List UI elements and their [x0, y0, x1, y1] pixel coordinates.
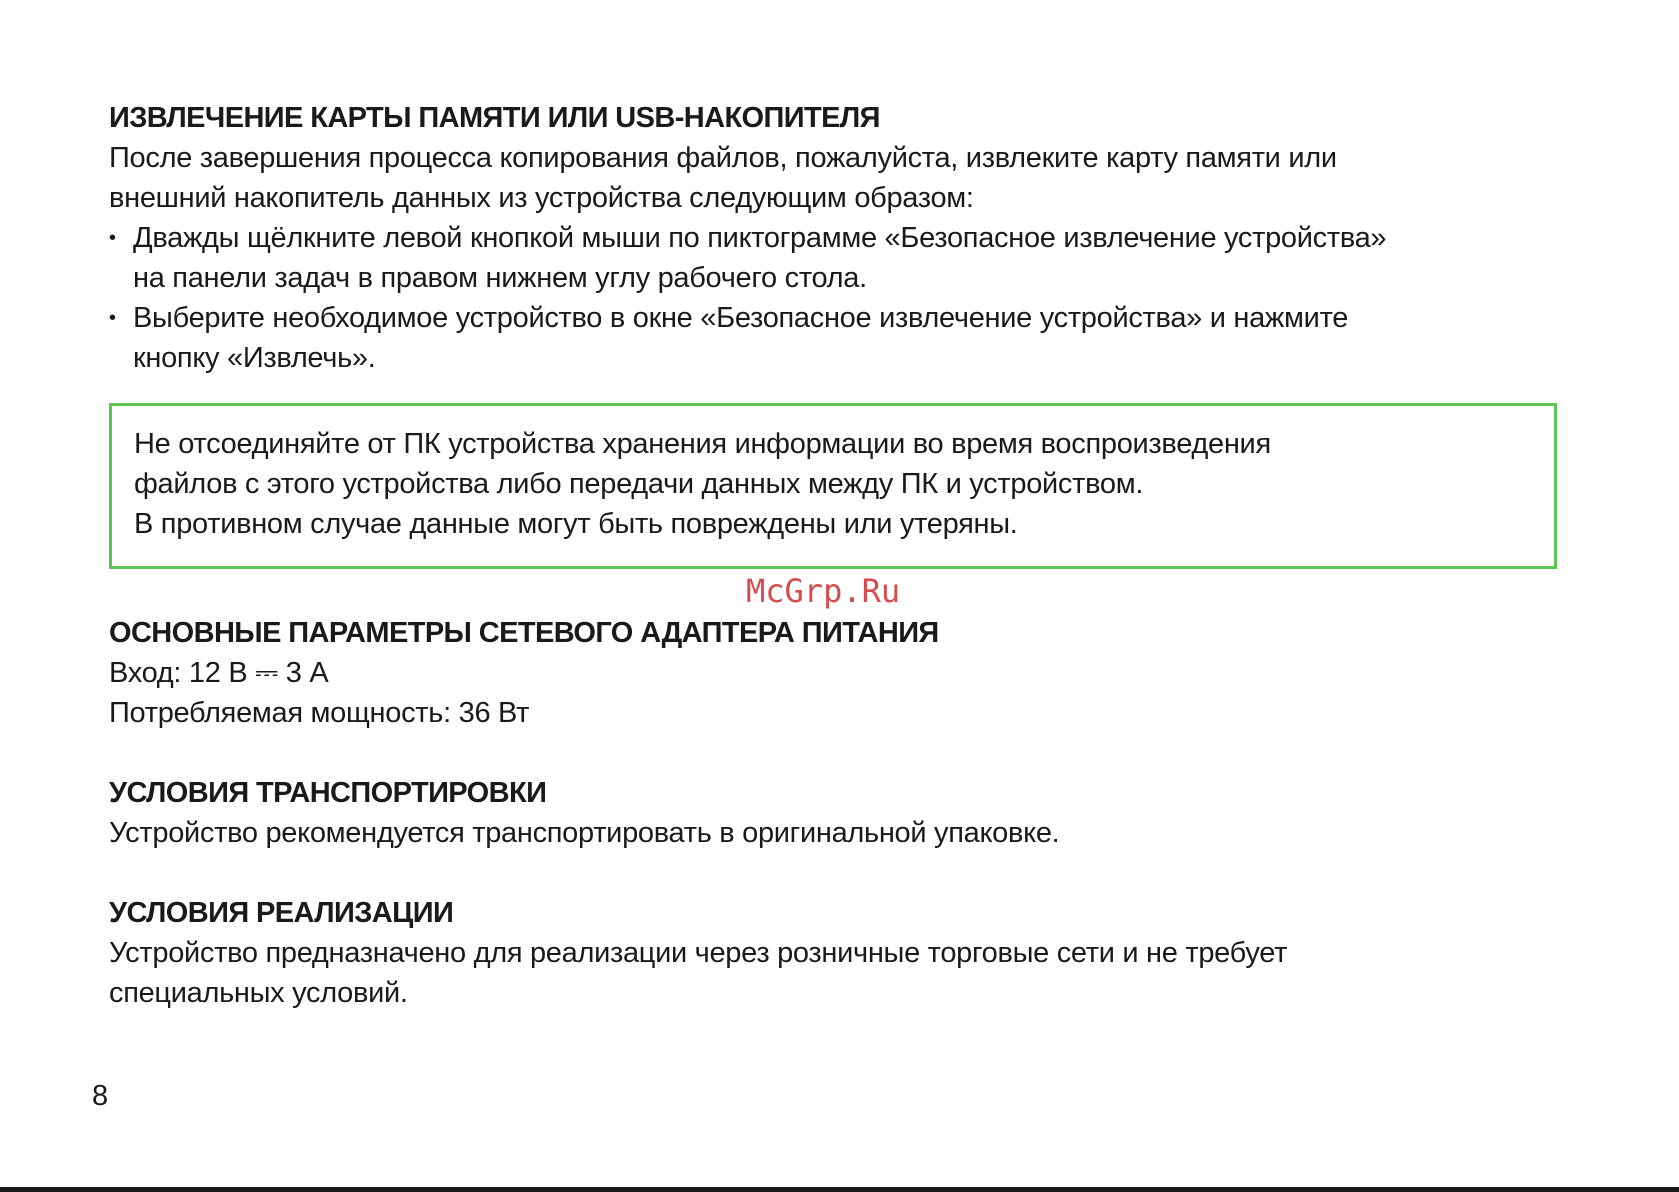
- list-item-line-2: на панели задач в правом нижнем углу рабочего стола.: [133, 262, 867, 294]
- section-title-memory-card-removal: ИЗВЛЕЧЕНИЕ КАРТЫ ПАМЯТИ ИЛИ USB-НАКОПИТЕЛЯ: [109, 102, 880, 134]
- page-content: [109, 98, 1559, 1013]
- adapter-input-spec: Вход: 12 В ⎓ 3 А: [109, 657, 329, 689]
- list-item: [109, 298, 1559, 378]
- section-title-transport: УСЛОВИЯ ТРАНСПОРТИРОВКИ: [109, 777, 547, 809]
- section-transport: [109, 773, 1559, 853]
- list-item-line-1: Дважды щёлкните левой кнопкой мыши по пиктограмме «Безопасное извлечение устройства»: [133, 222, 1387, 254]
- list-item: [109, 218, 1559, 298]
- page-number: 8: [92, 1080, 109, 1112]
- section-sales: [109, 893, 1559, 1013]
- warning-note-box: [109, 403, 1557, 569]
- note-line-1: Не отсоединяйте от ПК устройства хранения информации во время воспроизведения: [134, 428, 1271, 460]
- adapter-power-spec: Потребляемая мощность: 36 Вт: [109, 697, 530, 729]
- section-title-power-adapter: ОСНОВНЫЕ ПАРАМЕТРЫ СЕТЕВОГО АДАПТЕРА ПИТАНИЯ: [109, 617, 939, 649]
- sales-text-line-2: специальных условий.: [109, 977, 408, 1009]
- bullet-marker: •: [109, 307, 116, 329]
- section-power-adapter: [109, 613, 1559, 733]
- intro-line-2: внешний накопитель данных из устройства следующим образом:: [109, 182, 974, 214]
- section-memory-card-removal: [109, 98, 1559, 378]
- list-item-line-1: Выберите необходимое устройство в окне «Безопасное извлечение устройства» и нажмите: [133, 302, 1349, 334]
- transport-text: Устройство рекомендуется транспортировать в оригинальной упаковке.: [109, 817, 1060, 849]
- watermark-text: McGrp.Ru: [746, 572, 901, 610]
- instruction-list: [109, 218, 1559, 378]
- bottom-divider: [0, 1187, 1679, 1192]
- bullet-marker: •: [109, 227, 116, 249]
- list-item-line-2: кнопку «Извлечь».: [133, 342, 376, 374]
- note-line-3: В противном случае данные могут быть повреждены или утеряны.: [134, 508, 1018, 540]
- sales-text-line-1: Устройство предназначено для реализации через розничные торговые сети и не требует: [109, 937, 1288, 969]
- intro-line-1: После завершения процесса копирования файлов, пожалуйста, извлеките карту памяти или: [109, 142, 1337, 174]
- note-line-2: файлов с этого устройства либо передачи данных между ПК и устройством.: [134, 468, 1144, 500]
- section-title-sales: УСЛОВИЯ РЕАЛИЗАЦИИ: [109, 897, 454, 929]
